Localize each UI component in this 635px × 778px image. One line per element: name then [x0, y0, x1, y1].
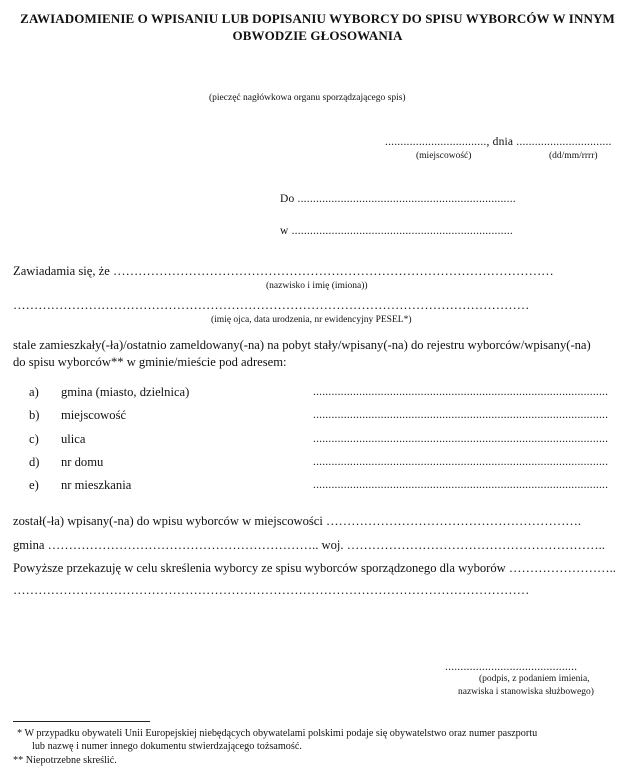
- address-d-dots: ................................................................................................: [313, 456, 609, 468]
- signature-caption2: nazwiska i stanowiska służbowego): [458, 687, 594, 697]
- registration-line2: gmina ……………………………………………………….. woj. ……………………………………………………..: [13, 538, 605, 552]
- registration-line1: został(-ła) wpisany(-na) do wpisu wyborców w miejscowości …………………………………………………….: [13, 514, 582, 528]
- footnote-separator: [13, 721, 150, 722]
- notify-second-line: ……………………………………………………………………………………………………………: [13, 298, 530, 312]
- stamp-caption: (pieczęć nagłówkowa organu sporządzającego spis): [209, 93, 406, 103]
- recipient-to-line: Do .......................................................................: [280, 193, 516, 205]
- details-caption: (imię ojca, data urodzenia, nr ewidencyjny PESEL*): [211, 315, 412, 325]
- address-c-label: ulica: [61, 432, 86, 446]
- address-d-label: nr domu: [61, 455, 104, 469]
- recipient-in-line: w ........................................................................: [280, 225, 513, 237]
- address-e-label: nr mieszkania: [61, 478, 132, 492]
- date-caption: (dd/mm/rrrr): [549, 151, 598, 161]
- address-a-label: gmina (miasto, dzielnica): [61, 385, 190, 399]
- address-c-letter: c): [29, 432, 39, 446]
- place-date-line: ................................., dnia ...............................: [385, 136, 612, 148]
- address-a-dots: ................................................................................................: [313, 386, 609, 398]
- footnote-star1-line2: lub nazwę i numer innego dokumentu stwierdzającego tożsamość.: [32, 741, 302, 752]
- place-caption: (miejscowość): [416, 151, 472, 161]
- address-e-letter: e): [29, 478, 39, 492]
- residence-line2: do spisu wyborców** w gminie/mieście pod adresem:: [13, 355, 287, 369]
- address-c-dots: ................................................................................................: [313, 433, 609, 445]
- registration-line4: ……………………………………………………………………………………………………………: [13, 583, 530, 597]
- form-title-line2: OBWODZIE GŁOSOWANIA: [232, 28, 403, 43]
- address-b-letter: b): [29, 408, 40, 422]
- signature-caption1: (podpis, z podaniem imienia,: [479, 674, 590, 684]
- notify-line: Zawiadamia się, że ……………………………………………………………………………………………: [13, 264, 554, 278]
- signature-dots: ...........................................: [445, 661, 578, 673]
- address-b-dots: ................................................................................................: [313, 409, 609, 421]
- address-b-label: miejscowość: [61, 408, 127, 422]
- name-caption: (nazwisko i imię (imiona)): [266, 281, 368, 291]
- address-e-dots: ................................................................................................: [313, 479, 609, 491]
- form-title-line1: ZAWIADOMIENIE O WPISANIU LUB DOPISANIU WYBORCY DO SPISU WYBORCÓW W INNYM: [20, 11, 615, 26]
- footnote-star2: ** Niepotrzebne skreślić.: [13, 755, 117, 766]
- registration-line3: Powyższe przekazuję w celu skreślenia wyborcy ze spisu wyborców sporządzonego dla wyborów ……………………..: [13, 561, 616, 575]
- footnote-star1-line1: * W przypadku obywateli Unii Europejskiej niebędących obywatelami polskimi podaje się obywatelstwo oraz numer paszportu: [17, 728, 538, 739]
- address-a-letter: a): [29, 385, 39, 399]
- address-d-letter: d): [29, 455, 40, 469]
- residence-line1: stale zamieszkały(-ła)/ostatnio zameldowany(-na) na pobyt stały/wpisany(-na) do rejestru wyborców/wpisany(-na): [13, 338, 591, 352]
